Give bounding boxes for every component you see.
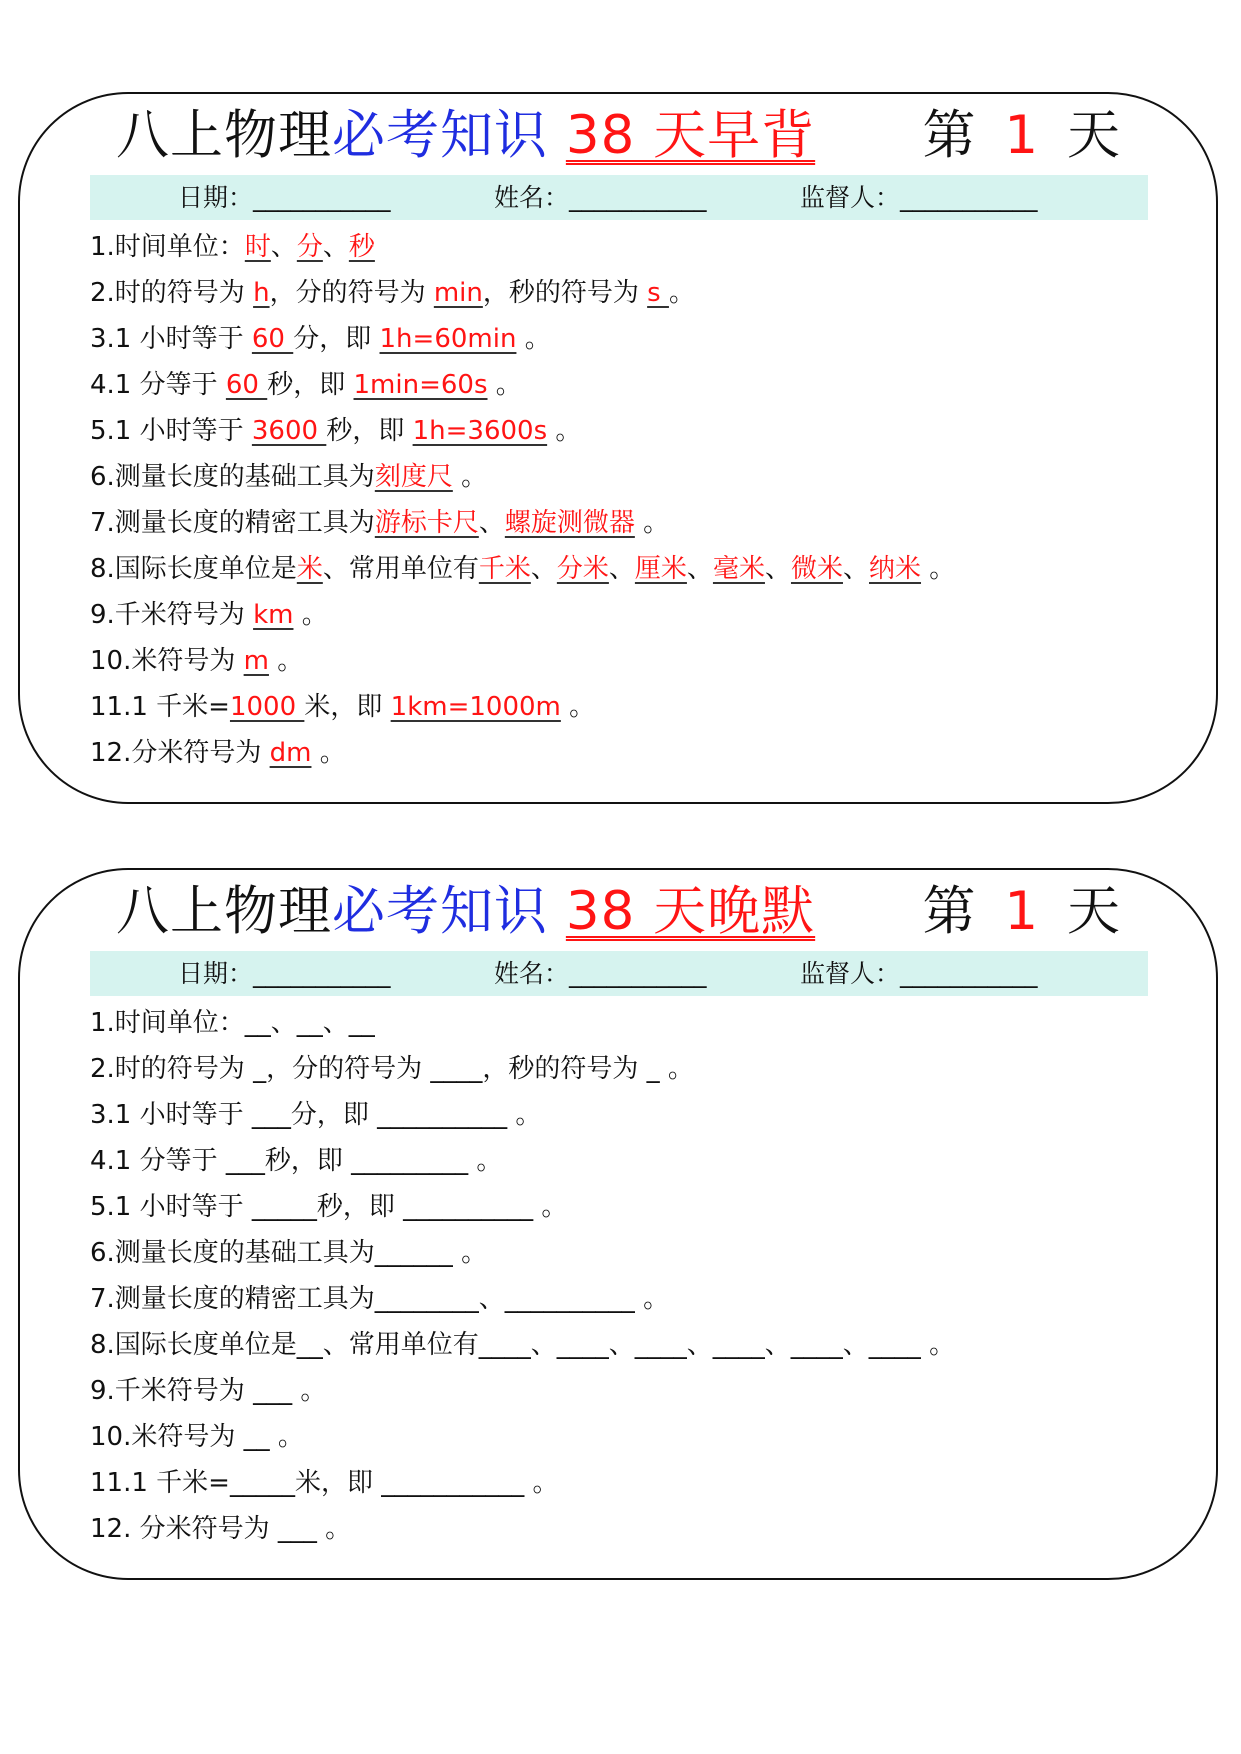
info-bar xyxy=(90,175,1148,220)
item-text: 、 xyxy=(530,554,557,584)
answer-text: 60 xyxy=(225,370,268,400)
answer-text: min xyxy=(433,278,483,308)
list-item xyxy=(90,1046,1170,1092)
morning-card xyxy=(18,92,1218,804)
item-text: 10.米符号为 xyxy=(90,646,244,676)
item-text: 。 xyxy=(487,370,522,400)
item-text: 10.米符号为 __ 。 xyxy=(90,1422,304,1452)
day-counter xyxy=(923,98,1126,174)
item-text: 。 xyxy=(634,508,670,538)
item-text: 、 xyxy=(608,554,635,584)
answer-text: 秒 xyxy=(348,232,375,262)
title-topic: 必考知识 xyxy=(332,105,548,166)
list-item xyxy=(90,500,1170,546)
item-list xyxy=(90,224,1170,776)
item-text: 3.1 小时等于 ___分，即 __________ 。 xyxy=(90,1100,542,1130)
list-item xyxy=(90,1368,1170,1414)
list-item xyxy=(90,316,1170,362)
answer-text: 分 xyxy=(296,232,323,262)
list-item xyxy=(90,270,1170,316)
list-item xyxy=(90,1230,1170,1276)
list-item xyxy=(90,1276,1170,1322)
item-text: 12.分米符号为 xyxy=(90,738,270,768)
title-plan: 38 天早背 xyxy=(565,105,816,166)
list-item xyxy=(90,1000,1170,1046)
item-text: 4.1 分等于 ___秒，即 _________ 。 xyxy=(90,1146,503,1176)
answer-text: 纳米 xyxy=(869,554,922,584)
info-bar xyxy=(90,951,1148,996)
item-text: ，分的符号为 xyxy=(269,278,434,308)
item-text: 6.测量长度的基础工具为______ 。 xyxy=(90,1238,488,1268)
answer-text: 千米 xyxy=(478,554,531,584)
list-item xyxy=(90,546,1170,592)
list-item xyxy=(90,1092,1170,1138)
answer-text: s xyxy=(647,278,669,308)
item-text: 5.1 小时等于 xyxy=(90,416,252,446)
item-text: 、 xyxy=(842,554,869,584)
date-field[interactable]: 日期：___________ xyxy=(178,183,391,212)
item-text: ，秒的符号为 xyxy=(482,278,648,308)
item-text: 秒，即 xyxy=(267,370,354,400)
day-number: 1 xyxy=(1004,105,1045,166)
item-text: 、 xyxy=(478,508,505,538)
item-text: 5.1 小时等于 _____秒，即 __________ 。 xyxy=(90,1192,568,1222)
answer-text: km xyxy=(253,600,294,630)
answer-text: 1min=60s xyxy=(353,370,488,400)
item-text: 。 xyxy=(452,462,488,492)
answer-text: dm xyxy=(269,738,312,768)
answer-text: 时 xyxy=(244,232,271,262)
list-item xyxy=(90,454,1170,500)
list-item xyxy=(90,224,1170,270)
answer-text: 螺旋测微器 xyxy=(504,508,635,538)
answer-text: 1000 xyxy=(229,692,305,722)
card-title xyxy=(116,874,815,950)
item-text: 11.1 千米= xyxy=(90,692,230,722)
item-text: 、 xyxy=(686,554,713,584)
list-item xyxy=(90,1414,1170,1460)
item-text: 。 xyxy=(293,600,328,630)
list-item xyxy=(90,730,1170,776)
name-field[interactable]: 姓名：___________ xyxy=(494,959,707,988)
item-text: 7.测量长度的精密工具为 xyxy=(90,508,375,538)
supervisor-field[interactable]: 监督人：___________ xyxy=(800,959,1038,988)
item-text: 、常用单位有 xyxy=(322,554,479,584)
item-text: 。 xyxy=(668,278,695,308)
title-topic: 必考知识 xyxy=(332,881,548,942)
item-list xyxy=(90,1000,1170,1552)
list-item xyxy=(90,408,1170,454)
item-text: 分，即 xyxy=(293,324,380,354)
answer-text: 3600 xyxy=(251,416,327,446)
list-item xyxy=(90,592,1170,638)
item-text: 。 xyxy=(516,324,551,354)
item-text: 秒，即 xyxy=(326,416,413,446)
item-text: 、 xyxy=(322,232,349,262)
answer-text: 米 xyxy=(296,554,323,584)
item-text: 、 xyxy=(764,554,791,584)
item-text: 7.测量长度的精密工具为________、__________ 。 xyxy=(90,1284,670,1314)
answer-text: 1km=1000m xyxy=(390,692,561,722)
item-text: 。 xyxy=(311,738,346,768)
list-item xyxy=(90,1138,1170,1184)
answer-text: 分米 xyxy=(556,554,609,584)
list-item xyxy=(90,1322,1170,1368)
answer-text: 毫米 xyxy=(712,554,765,584)
day-prefix: 第 xyxy=(922,881,1005,942)
item-text: 1.时间单位： xyxy=(90,232,245,262)
item-text: 。 xyxy=(560,692,596,722)
title-subject: 八上物理 xyxy=(116,105,332,166)
list-item xyxy=(90,1460,1170,1506)
card-header xyxy=(116,874,1126,954)
evening-card xyxy=(18,868,1218,1580)
item-text: 2.时的符号为 _，分的符号为 ____，秒的符号为 _ 。 xyxy=(90,1054,694,1084)
answer-text: 刻度尺 xyxy=(374,462,453,492)
answer-text: 游标卡尺 xyxy=(374,508,479,538)
item-text: 3.1 小时等于 xyxy=(90,324,252,354)
day-suffix: 天 xyxy=(1044,105,1126,166)
item-text: 4.1 分等于 xyxy=(90,370,226,400)
supervisor-field[interactable]: 监督人：___________ xyxy=(800,183,1038,212)
list-item xyxy=(90,1506,1170,1552)
day-suffix: 天 xyxy=(1044,881,1126,942)
item-text: 9.千米符号为 ___ 。 xyxy=(90,1376,327,1406)
title-subject: 八上物理 xyxy=(116,881,332,942)
item-text: 8.国际长度单位是__、常用单位有____、____、____、____、____、____ 。 xyxy=(90,1330,956,1360)
card-header xyxy=(116,98,1126,178)
date-field[interactable]: 日期：___________ xyxy=(178,959,391,988)
item-text: 。 xyxy=(268,646,304,676)
item-text: 。 xyxy=(921,554,956,584)
title-plan: 38 天晚默 xyxy=(565,881,816,942)
list-item xyxy=(90,362,1170,408)
item-text: 。 xyxy=(547,416,582,446)
answer-text: 1h=60min xyxy=(379,324,517,354)
item-text: 9.千米符号为 xyxy=(90,600,254,630)
card-title xyxy=(116,98,815,174)
item-text: 1.时间单位：__、__、__ xyxy=(90,1008,375,1038)
item-text: 11.1 千米=_____米，即 ___________ 。 xyxy=(90,1468,559,1498)
item-text: 12. 分米符号为 ___ 。 xyxy=(90,1514,352,1544)
answer-text: 60 xyxy=(251,324,294,354)
answer-text: 1h=3600s xyxy=(412,416,548,446)
item-text: 米，即 xyxy=(304,692,391,722)
list-item xyxy=(90,684,1170,730)
item-text: 8.国际长度单位是 xyxy=(90,554,297,584)
day-prefix: 第 xyxy=(922,105,1005,166)
item-text: 6.测量长度的基础工具为 xyxy=(90,462,375,492)
list-item xyxy=(90,638,1170,684)
item-text: 2.时的符号为 xyxy=(90,278,254,308)
answer-text: h xyxy=(253,278,270,308)
list-item xyxy=(90,1184,1170,1230)
name-field[interactable]: 姓名：___________ xyxy=(494,183,707,212)
answer-text: 微米 xyxy=(790,554,843,584)
item-text: 、 xyxy=(270,232,297,262)
answer-text: 厘米 xyxy=(634,554,687,584)
day-number: 1 xyxy=(1004,881,1045,942)
day-counter xyxy=(923,874,1126,950)
answer-text: m xyxy=(243,646,269,676)
